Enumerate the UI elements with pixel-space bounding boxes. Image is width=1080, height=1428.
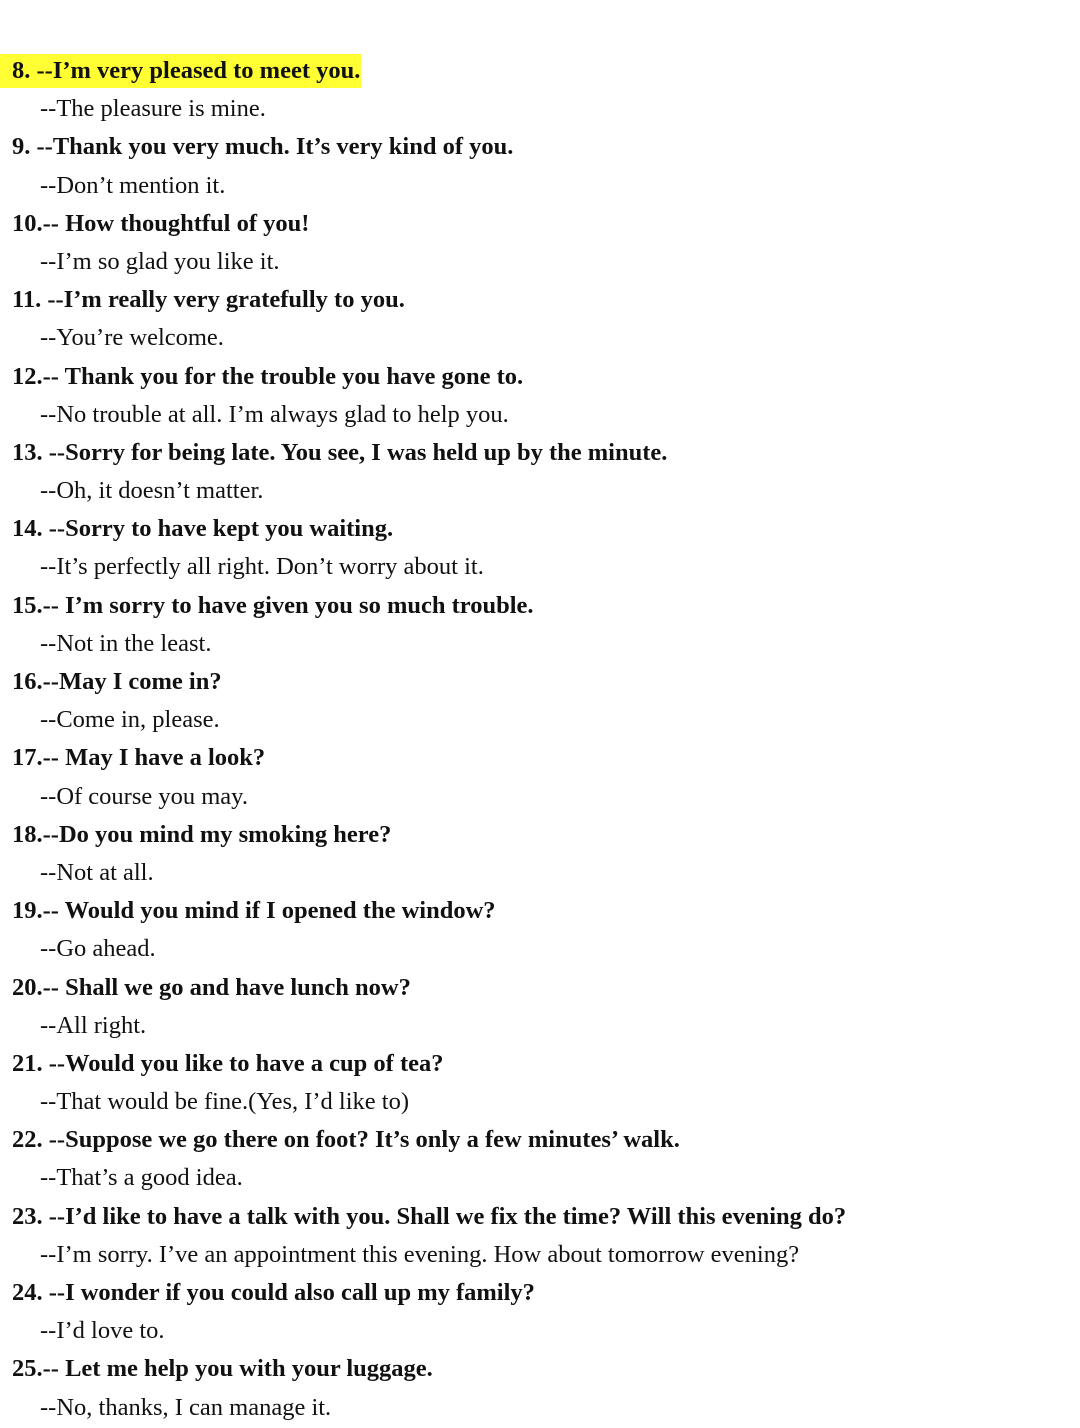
answer-line: --Go ahead. xyxy=(40,935,156,963)
dialogue-item xyxy=(0,816,1080,892)
answer-line: --Not in the least. xyxy=(40,629,212,657)
answer-line: --It’s perfectly all right. Don’t worry about it. xyxy=(40,553,484,581)
dialogue-item xyxy=(0,1350,1080,1426)
dialogue-item xyxy=(0,358,1080,434)
dialogue-item xyxy=(0,510,1080,586)
dialogue-item xyxy=(0,52,1080,128)
question-line: 23. --I’d like to have a talk with you. Shall we fix the time? Will this evening do? xyxy=(12,1202,847,1230)
highlighted-question-text: 8. --I’m very pleased to meet you. xyxy=(0,54,361,88)
answer-line: --You’re welcome. xyxy=(40,324,224,352)
question-line: 18.--Do you mind my smoking here? xyxy=(12,820,392,848)
dialogue-item xyxy=(0,205,1080,281)
answer-line: --That’s a good idea. xyxy=(40,1164,243,1192)
question-line: 19.-- Would you mind if I opened the window? xyxy=(12,897,496,925)
dialogue-item xyxy=(0,1045,1080,1121)
question-line: 13. --Sorry for being late. You see, I was held up by the minute. xyxy=(12,438,668,466)
answer-line: --I’m so glad you like it. xyxy=(40,247,280,275)
question-line: 22. --Suppose we go there on foot? It’s only a few minutes’ walk. xyxy=(12,1126,680,1154)
answer-line: --No, thanks, I can manage it. xyxy=(40,1393,332,1421)
question-line: 21. --Would you like to have a cup of tea? xyxy=(12,1049,444,1077)
dialogue-item xyxy=(0,663,1080,739)
answer-line: --Not at all. xyxy=(40,858,154,886)
question-line: 24. --I wonder if you could also call up my family? xyxy=(12,1279,535,1306)
dialogue-item xyxy=(0,281,1080,357)
question-line: 11. --I’m really very gratefully to you. xyxy=(12,286,405,314)
dialogue-item xyxy=(0,128,1080,204)
question-line: 10.-- How thoughtful of you! xyxy=(12,209,310,237)
question-line xyxy=(0,52,1080,90)
answer-line: --Come in, please. xyxy=(40,706,220,734)
dialogue-item xyxy=(0,587,1080,663)
question-line: 20.-- Shall we go and have lunch now? xyxy=(12,973,411,1001)
question-line: 17.-- May I have a look? xyxy=(12,744,266,772)
question-line: 14. --Sorry to have kept you waiting. xyxy=(12,515,394,543)
answer-line: --Don’t mention it. xyxy=(40,171,226,199)
question-line: 15.-- I’m sorry to have given you so much trouble. xyxy=(12,591,534,619)
answer-line: --Of course you may. xyxy=(40,782,248,810)
answer-line: --The pleasure is mine. xyxy=(40,95,266,123)
dialogue-item xyxy=(0,1121,1080,1197)
dialogue-item xyxy=(0,969,1080,1045)
question-line: 25.-- Let me help you with your luggage. xyxy=(12,1355,433,1383)
question-line: 16.--May I come in? xyxy=(12,668,222,695)
dialogue-item xyxy=(0,739,1080,815)
dialogue-item xyxy=(0,1274,1080,1350)
dialogue-item xyxy=(0,434,1080,510)
dialogue-document xyxy=(0,52,1080,1427)
answer-line: --All right. xyxy=(40,1011,147,1039)
answer-line: --I’d love to. xyxy=(40,1317,165,1345)
answer-line: --That would be fine.(Yes, I’d like to) xyxy=(40,1088,410,1116)
answer-line: --Oh, it doesn’t matter. xyxy=(40,477,264,505)
question-line: 9. --Thank you very much. It’s very kind of you. xyxy=(12,133,514,161)
question-line: 12.-- Thank you for the trouble you have gone to. xyxy=(12,362,524,390)
answer-line: --No trouble at all. I’m always glad to help you. xyxy=(40,400,509,428)
answer-line: --I’m sorry. I’ve an appointment this evening. How about tomorrow evening? xyxy=(40,1240,800,1268)
dialogue-item xyxy=(0,1198,1080,1274)
dialogue-item xyxy=(0,892,1080,968)
